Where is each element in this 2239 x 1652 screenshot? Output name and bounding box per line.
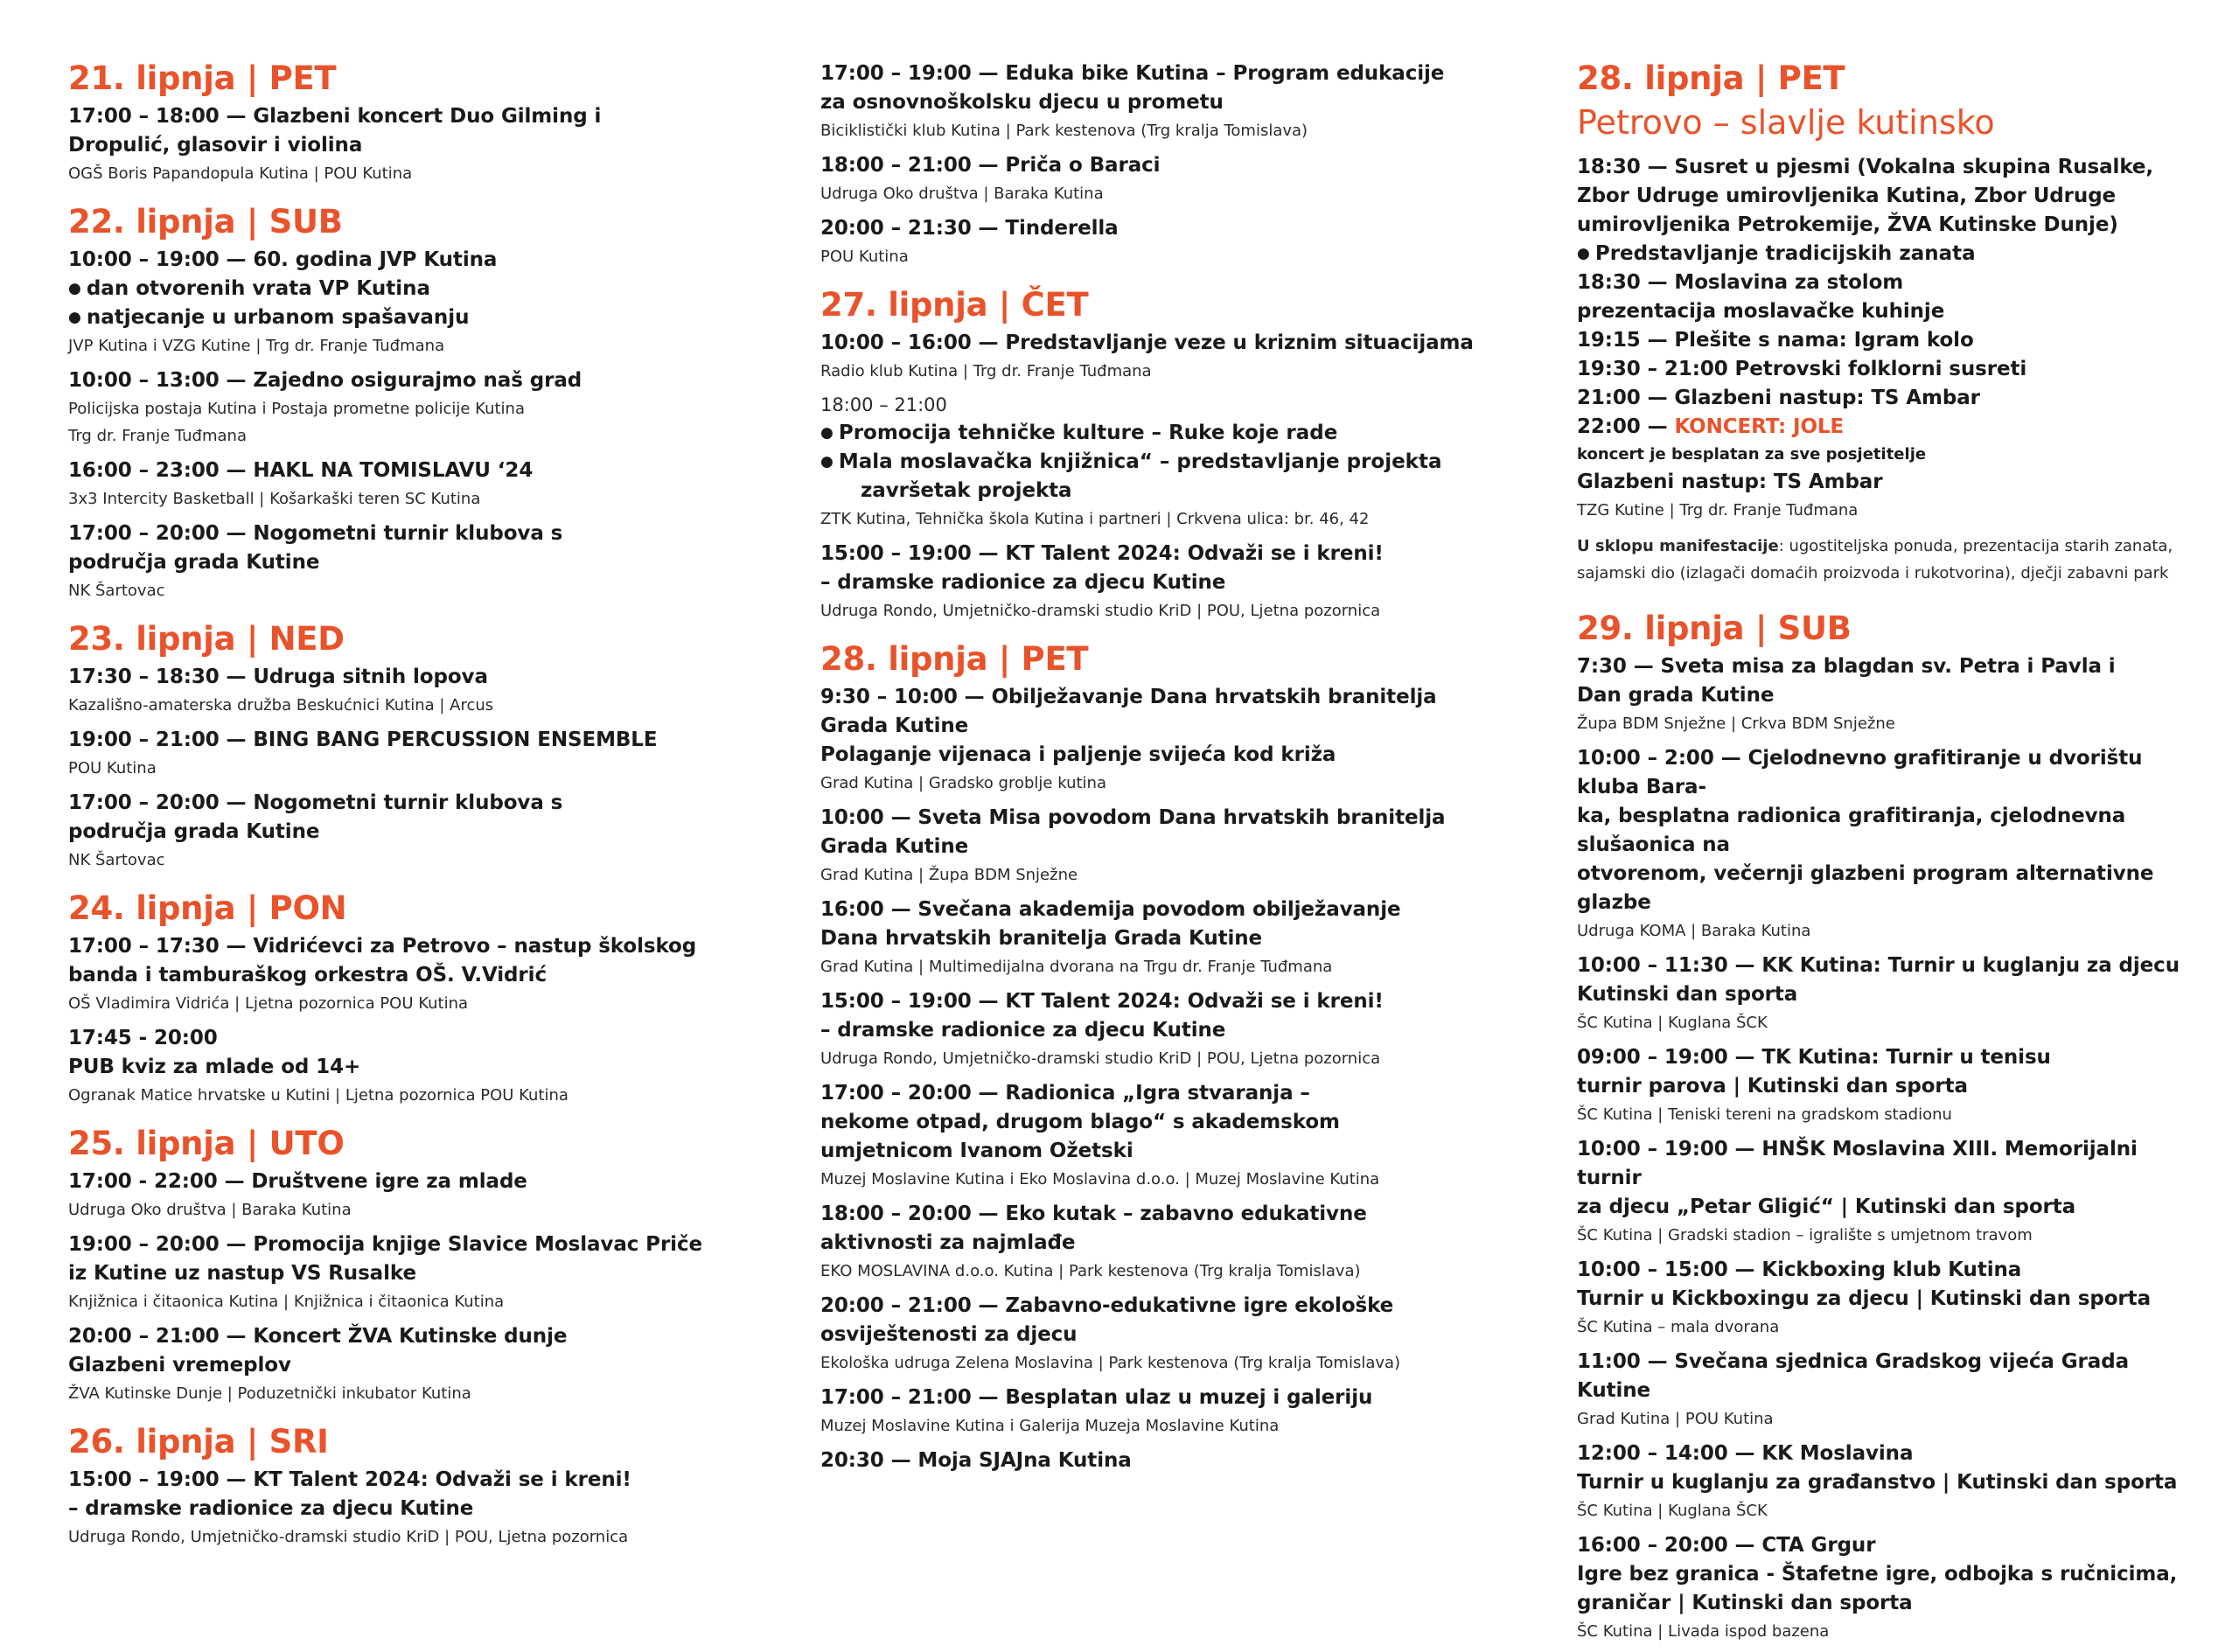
event-meta: ŠC Kutina | Gradski stadion – igralište s umjetnom travom xyxy=(1577,1226,2033,1244)
event-title: 19:15 — Plešite s nama: Igram kolo xyxy=(1577,329,1974,352)
event-title: 7:30 — Sveta misa za blagdan sv. Petra i Pavla i xyxy=(1577,655,2116,678)
event-title: 16:00 – 20:00 — CTA Grgur xyxy=(1577,1534,1876,1557)
event-meta: ŠC Kutina | Teniski tereni na gradskom stadionu xyxy=(1577,1105,1952,1124)
event xyxy=(68,663,733,719)
event-title: 20:30 — Moja SJAJna Kutina xyxy=(820,1449,1132,1472)
event-bullet: ● Promocija tehničke kulture – Ruke koje rade xyxy=(820,419,1485,448)
event xyxy=(68,1024,733,1109)
event-title: ka, besplatna radionica grafitiranja, cjelodnevna slušaonica na xyxy=(1577,805,2126,856)
day-25 xyxy=(68,1125,733,1407)
event-title: PUB kviz za mlade od 14+ xyxy=(68,1056,361,1078)
day-heading: 29. lipnja | SUB xyxy=(1577,610,1852,647)
event-title: otvorenom, večernji glazbeni program alternativne glazbe xyxy=(1577,862,2154,914)
event xyxy=(68,457,733,512)
event-title: aktivnosti za najmlađe xyxy=(820,1231,1076,1254)
event-meta: Grad Kutina | Multimedijalna dvorana na Trgu dr. Franje Tuđmana xyxy=(820,958,1333,976)
event-meta: Udruga Rondo, Umjetničko-dramski studio KriD | POU, Ljetna pozornica xyxy=(820,1049,1381,1068)
event-title: – dramske radionice za djecu Kutine xyxy=(820,1019,1226,1042)
event-meta: Grad Kutina | POU Kutina xyxy=(1577,1410,1774,1428)
event-title: 18:30 — Susret u pjesmi (Vokalna skupina Rusalke, xyxy=(1577,156,2154,178)
event-meta: Policijska postaja Kutina i Postaja prometne policije Kutina xyxy=(68,400,525,418)
event-meta: Grad Kutina | Gradsko groblje kutina xyxy=(820,774,1106,792)
event xyxy=(820,804,1485,889)
column-1 xyxy=(68,59,733,1566)
event-title: Zbor Udruge umirovljenika Kutina, Zbor Udruge xyxy=(1577,185,2117,207)
event xyxy=(820,896,1485,980)
event-title: za djecu „Petar Gligić“ | Kutinski dan sporta xyxy=(1577,1195,2076,1218)
event-bullet: ● Mala moslavačka knjižnica“ – predstavljanje projekta xyxy=(820,448,1485,477)
event-meta: 3x3 Intercity Basketball | Košarkaški teren SC Kutina xyxy=(68,490,481,508)
festival-subtitle: Petrovo – slavlje kutinsko xyxy=(1577,103,1995,142)
event-meta: Muzej Moslavine Kutina i Eko Moslavina d.o.o. | Muzej Moslavine Kutina xyxy=(820,1170,1380,1188)
event-title: 18:00 – 20:00 — Eko kutak – zabavno edukativne xyxy=(820,1202,1367,1225)
event-meta: Muzej Moslavine Kutina i Galerija Muzeja Moslavine Kutina xyxy=(820,1417,1280,1435)
event-title: 15:00 – 19:00 — KT Talent 2024: Odvaži se i kreni! xyxy=(820,990,1384,1013)
event-title: 10:00 – 16:00 — Predstavljanje veze u kriznim situacijama xyxy=(820,331,1474,354)
event xyxy=(820,1200,1485,1285)
event-title: 10:00 – 13:00 — Zajedno osigurajmo naš grad xyxy=(68,369,582,392)
event xyxy=(68,519,733,604)
event-meta: ŠC Kutina – mala dvorana xyxy=(1577,1318,1780,1336)
event-title: umjetnicom Ivanom Ožetski xyxy=(820,1140,1133,1162)
event-meta: Biciklistički klub Kutina | Park kestenova (Trg kralja Tomislava) xyxy=(820,122,1308,140)
info-text: : ugostiteljska ponuda, prezentacija starih zanata, sajamski dio (izlagači domaćih proizvoda i rukotvorina), dječji zabavni park xyxy=(1577,537,2173,582)
event-title: 17:00 – 20:00 — Nogometni turnir klubova s xyxy=(68,522,563,545)
event xyxy=(68,1168,733,1223)
day-26-continued xyxy=(820,59,1485,270)
event xyxy=(820,1292,1485,1377)
event-meta: OGŠ Boris Papandopula Kutina | POU Kutina xyxy=(68,164,413,183)
event-title: završetak projekta xyxy=(861,479,1072,502)
event-title: banda i tamburaškog orkestra OŠ. V.Vidrić xyxy=(68,964,547,986)
event-meta: Grad Kutina | Župa BDM Snježne xyxy=(820,866,1078,884)
event xyxy=(1577,652,2207,737)
event xyxy=(820,540,1485,624)
event-title: 18:00 – 21:00 — Priča o Baraci xyxy=(820,154,1161,177)
event-title: 18:30 — Moslavina za stolom xyxy=(1577,271,1904,294)
event xyxy=(820,1079,1485,1193)
event-title: područja grada Kutine xyxy=(68,820,320,843)
event-title: područja grada Kutine xyxy=(68,551,320,574)
event-meta: Radio klub Kutina | Trg dr. Franje Tuđmana xyxy=(820,362,1152,380)
event-title: Polaganje vijenaca i paljenje svijeća kod križa xyxy=(820,743,1336,766)
event xyxy=(68,1466,733,1551)
event-title: 20:00 – 21:00 — Zabavno-edukativne igre ekološke xyxy=(820,1294,1394,1317)
event-title: nekome otpad, drugom blago“ s akademskom xyxy=(820,1111,1340,1133)
event-title: 09:00 – 19:00 — TK Kutina: Turnir u tenisu xyxy=(1577,1046,2051,1069)
event-title: 10:00 – 19:00 — 60. godina JVP Kutina xyxy=(68,248,498,271)
event-meta: Župa BDM Snježne | Crkva BDM Snježne xyxy=(1577,714,1895,733)
event xyxy=(68,246,733,359)
event-title: Dan grada Kutine xyxy=(1577,684,1775,707)
event xyxy=(820,987,1485,1072)
event-meta: NK Šartovac xyxy=(68,582,165,600)
day-28-memorial xyxy=(820,640,1485,1475)
day-21 xyxy=(68,59,733,187)
event-bullet: ● natjecanje u urbanom spašavanju xyxy=(68,303,733,332)
event-title: 17:00 – 20:00 — Radionica „Igra stvaranja – xyxy=(820,1082,1310,1105)
event xyxy=(68,1322,733,1407)
event-title: Turnir u kuglanju za građanstvo | Kutinski dan sporta xyxy=(1577,1471,2178,1494)
event-meta: Udruga Rondo, Umjetničko-dramski studio KriD | POU, Ljetna pozornica xyxy=(68,1528,629,1546)
event-title: Grada Kutine xyxy=(820,714,969,737)
day-24 xyxy=(68,889,733,1109)
event-title: 16:00 — Svečana akademija povodom obilježavanje xyxy=(820,898,1401,921)
event-meta: POU Kutina xyxy=(68,759,157,777)
event-meta: OŠ Vladimira Vidrića | Ljetna pozornica POU Kutina xyxy=(68,994,469,1013)
event-title: Glazbeni nastup: TS Ambar xyxy=(1577,471,1883,493)
event-meta: NK Šartovac xyxy=(68,851,165,869)
event-title: Igre bez granica - Štafetne igre, odbojka s ručnicima, xyxy=(1577,1563,2178,1586)
day-heading: 23. lipnja | NED xyxy=(68,620,345,658)
event xyxy=(820,1446,1485,1475)
event-title: 17:00 – 17:30 — Vidrićevci za Petrovo – nastup školskog xyxy=(68,935,697,958)
event xyxy=(68,726,733,782)
event xyxy=(68,366,733,450)
event-title: umirovljenika Petrokemije, ŽVA Kutinske Dunje) xyxy=(1577,213,2118,236)
event xyxy=(820,151,1485,207)
event-title: Grada Kutine xyxy=(820,835,969,858)
event-title: 11:00 — Svečana sjednica Gradskog vijeća Grada Kutine xyxy=(1577,1350,2129,1402)
event-title: 21:00 — Glazbeni nastup: TS Ambar xyxy=(1577,387,1980,409)
event-title: – dramske radionice za djecu Kutine xyxy=(820,571,1226,594)
event-meta: ŽVA Kutinske Dunje | Poduzetnički inkubator Kutina xyxy=(68,1384,471,1403)
event-meta: Ekološka udruga Zelena Moslavina | Park kestenova (Trg kralja Tomislava) xyxy=(820,1354,1401,1372)
event-title: 17:00 – 20:00 — Nogometni turnir klubova s xyxy=(68,791,563,814)
event-title: osviještenosti za djecu xyxy=(820,1323,1078,1346)
event-title: 19:00 – 21:00 — BING BANG PERCUSSION ENSEMBLE xyxy=(68,728,658,751)
event-title: 17:00 – 19:00 — Eduka bike Kutina – Program edukacije xyxy=(820,62,1445,85)
manifestation-info xyxy=(1577,533,2207,587)
event-meta: Udruga Oko društva | Baraka Kutina xyxy=(68,1201,352,1219)
event-title: 10:00 – 11:30 — KK Kutina: Turnir u kuglanju za djecu xyxy=(1577,954,2180,977)
event xyxy=(1577,1348,2207,1432)
event xyxy=(820,214,1485,270)
event-meta: TZG Kutine | Trg dr. Franje Tuđmana xyxy=(1577,501,1859,519)
event-title: 17:30 – 18:30 — Udruga sitnih lopova xyxy=(68,666,488,688)
event xyxy=(1577,1256,2207,1341)
event-title: 10:00 – 2:00 — Cjelodnevno grafitiranje u dvorištu kluba Bara- xyxy=(1577,747,2143,798)
event-time: 22:00 — xyxy=(1577,415,1675,438)
event-meta: JVP Kutina i VZG Kutine | Trg dr. Franje Tuđmana xyxy=(68,337,445,355)
event-title: 17:00 - 22:00 — Društvene igre za mlade xyxy=(68,1170,527,1193)
event xyxy=(820,329,1485,385)
day-28-petrovo xyxy=(1577,59,2207,587)
event-title: Kutinski dan sporta xyxy=(1577,983,1798,1006)
event xyxy=(1577,1439,2207,1524)
event xyxy=(68,1230,733,1315)
event-title: 20:00 – 21:30 — Tinderella xyxy=(820,217,1119,240)
event-title: 10:00 – 19:00 — HNŠK Moslavina XIII. Memorijalni turnir xyxy=(1577,1138,2138,1189)
event-title: za osnovnoškolsku djecu u prometu xyxy=(820,91,1224,114)
event-title: 17:00 – 18:00 — Glazbeni koncert Duo Gilming i xyxy=(68,105,602,128)
event-title: 16:00 – 23:00 — HAKL NA TOMISLAVU ‘24 xyxy=(68,459,534,482)
event-title: 19:00 – 20:00 — Promocija knjige Slavice Moslavac Priče xyxy=(68,1233,702,1256)
event-title: Dana hrvatskih branitelja Grada Kutine xyxy=(820,927,1263,950)
info-label: U sklopu manifestacije xyxy=(1577,537,1779,555)
event-title: 17:00 – 21:00 — Besplatan ulaz u muzej i galeriju xyxy=(820,1386,1373,1409)
event-title: 10:00 — Sveta Misa povodom Dana hrvatskih branitelja xyxy=(820,806,1446,829)
event-meta: ŠC Kutina | Kuglana ŠCK xyxy=(1577,1502,1768,1520)
event-meta: ZTK Kutina, Tehnička škola Kutina i partneri | Crkvena ulica: br. 46, 42 xyxy=(820,510,1370,528)
event xyxy=(820,59,1485,144)
event-title: 15:00 – 19:00 — KT Talent 2024: Odvaži se i kreni! xyxy=(820,542,1384,565)
event xyxy=(68,102,733,187)
event xyxy=(820,1384,1485,1439)
event-meta: Trg dr. Franje Tuđmana xyxy=(68,427,247,445)
event-meta: Ogranak Matice hrvatske u Kutini | Ljetna pozornica POU Kutina xyxy=(68,1086,568,1105)
event-meta: Udruga Rondo, Umjetničko-dramski studio KriD | POU, Ljetna pozornica xyxy=(820,602,1381,620)
day-heading: 24. lipnja | PON xyxy=(68,889,347,927)
event xyxy=(820,683,1485,797)
concert-note: koncert je besplatan za sve posjetitelje xyxy=(1577,445,1927,464)
day-23 xyxy=(68,620,733,874)
event xyxy=(68,789,733,874)
day-26 xyxy=(68,1423,733,1551)
event-title: 19:30 – 21:00 Petrovski folklorni susreti xyxy=(1577,358,2027,380)
event-bullet: ● Predstavljanje tradicijskih zanata xyxy=(1577,240,2207,268)
event-title: Turnir u Kickboxingu za djecu | Kutinski dan sporta xyxy=(1577,1287,2151,1310)
event xyxy=(1577,1043,2207,1128)
event-title: graničar | Kutinski dan sporta xyxy=(1577,1592,1913,1614)
day-heading: 22. lipnja | SUB xyxy=(68,203,343,240)
day-29 xyxy=(1577,610,2207,1645)
event xyxy=(820,392,1485,533)
event-time: 18:00 – 21:00 xyxy=(820,394,947,415)
event-title xyxy=(1577,413,2207,442)
headline-concert: KONCERT: JOLE xyxy=(1674,415,1845,438)
day-heading: 28. lipnja | PET xyxy=(820,640,1089,678)
day-heading: 25. lipnja | UTO xyxy=(68,1125,345,1162)
column-3 xyxy=(1577,59,2207,1652)
event-title: iz Kutine uz nastup VS Rusalke xyxy=(68,1262,416,1285)
event-title: Glazbeni vremeplov xyxy=(68,1354,291,1377)
day-22 xyxy=(68,203,733,604)
event-title: 17:45 - 20:00 xyxy=(68,1027,218,1049)
day-27 xyxy=(820,286,1485,624)
event-title: 20:00 – 21:00 — Koncert ŽVA Kutinske dunje xyxy=(68,1325,568,1348)
event-meta: Knjižnica i čitaonica Kutina | Knjižnica i čitaonica Kutina xyxy=(68,1293,505,1311)
event-title: Dropulić, glasovir i violina xyxy=(68,134,363,157)
event xyxy=(1577,1531,2207,1645)
event-bullet: ● dan otvorenih vrata VP Kutina xyxy=(68,275,733,303)
event xyxy=(68,932,733,1017)
event-meta: Kazališno-amaterska družba Beskućnici Kutina | Arcus xyxy=(68,696,494,714)
day-heading: 27. lipnja | ČET xyxy=(820,286,1089,324)
event-title: prezentacija moslavačke kuhinje xyxy=(1577,300,1945,323)
event-meta: Udruga KOMA | Baraka Kutina xyxy=(1577,922,1811,940)
event-title: 10:00 – 15:00 — Kickboxing klub Kutina xyxy=(1577,1258,2022,1281)
day-heading: 21. lipnja | PET xyxy=(68,59,337,97)
event-title: 15:00 – 19:00 — KT Talent 2024: Odvaži se i kreni! xyxy=(68,1468,631,1491)
event xyxy=(1577,1135,2207,1249)
day-heading: 28. lipnja | PET xyxy=(1577,59,1845,97)
event-title: 12:00 – 14:00 — KK Moslavina xyxy=(1577,1442,1914,1465)
column-2 xyxy=(820,59,1485,1491)
event-meta: Udruga Oko društva | Baraka Kutina xyxy=(820,185,1104,203)
day-heading: 26. lipnja | SRI xyxy=(68,1423,329,1460)
event-meta: POU Kutina xyxy=(820,247,909,266)
event-meta: EKO MOSLAVINA d.o.o. Kutina | Park kestenova (Trg kralja Tomislava) xyxy=(820,1262,1361,1280)
event-meta: ŠC Kutina | Livada ispod bazena xyxy=(1577,1622,1830,1641)
event xyxy=(1577,951,2207,1036)
event-title: – dramske radionice za djecu Kutine xyxy=(68,1497,474,1520)
event-meta: ŠC Kutina | Kuglana ŠCK xyxy=(1577,1014,1768,1032)
event-title: 9:30 – 10:00 — Obilježavanje Dana hrvatskih branitelja xyxy=(820,686,1437,708)
event xyxy=(1577,744,2207,944)
event-title: turnir parova | Kutinski dan sporta xyxy=(1577,1075,1968,1098)
